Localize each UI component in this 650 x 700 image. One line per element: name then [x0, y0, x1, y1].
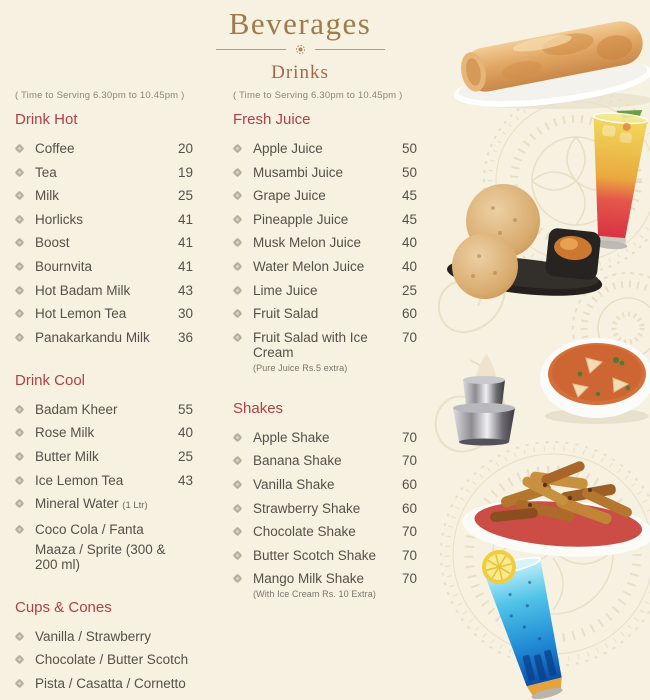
menu-item-price: 36: [177, 329, 193, 345]
menu-item-name: Ice Lemon Tea: [35, 472, 124, 488]
flower-bullet-icon: [15, 451, 25, 461]
menu-item-row: [15, 235, 193, 250]
flower-bullet-icon: [15, 285, 25, 295]
menu-item-price: 70: [401, 429, 417, 445]
menu-item-name: Fruit Salad with Ice Cream: [253, 329, 368, 360]
menu-column-right: [233, 90, 417, 608]
flower-bullet-icon: [15, 678, 25, 688]
menu-item-price: 43: [177, 472, 193, 488]
flower-bullet-icon: [233, 262, 243, 272]
menu-column-left: [15, 90, 193, 700]
menu-item-body: [253, 548, 398, 563]
menu-item-price: 40: [177, 425, 193, 441]
flower-bullet-icon: [15, 631, 25, 641]
menu-item-row: [15, 212, 193, 227]
menu-item-name: Horlicks: [35, 211, 84, 227]
menu-item-body: [253, 571, 398, 599]
menu-item-row: [233, 212, 417, 227]
flower-bullet-icon: [15, 309, 25, 319]
menu-item-body: [253, 259, 398, 274]
blue-mocktail-photo: [465, 545, 600, 700]
menu-item-price: 40: [401, 235, 417, 251]
menu-item-row: [233, 571, 417, 599]
menu-item-body: [35, 141, 174, 156]
flower-bullet-icon: [233, 456, 243, 466]
serving-time-note: ( Time to Serving 6.30pm to 10.45pm ): [15, 90, 185, 101]
menu-item-body: [253, 188, 398, 203]
menu-item-row: [233, 165, 417, 180]
menu-item-name: Fruit Salad: [253, 306, 319, 322]
menu-item-row: [233, 283, 417, 298]
menu-item-price: 70: [401, 329, 417, 345]
menu-item-row: [233, 259, 417, 274]
menu-item-name: Hot Lemon Tea: [35, 306, 127, 322]
menu-item-name: Bournvita: [35, 258, 93, 274]
flower-bullet-icon: [15, 238, 25, 248]
menu-item-row: [15, 449, 193, 464]
menu-item-price: 43: [177, 282, 193, 298]
menu-item-size-note: (1 Ltr): [122, 500, 148, 512]
menu-item-price: 70: [401, 547, 417, 563]
flower-bullet-icon: [233, 503, 243, 513]
menu-item-name: Badam Kheer: [35, 401, 118, 417]
menu-section: [15, 90, 193, 345]
menu-item-price: 25: [401, 282, 417, 298]
section-title: Shakes: [233, 399, 284, 417]
menu-item-name: Musk Melon Juice: [253, 235, 362, 251]
flower-bullet-icon: [15, 404, 25, 414]
menu-item-body: [253, 330, 398, 373]
menu-item-row: [15, 306, 193, 321]
flower-bullet-icon: [15, 144, 25, 154]
menu-item-name: Strawberry Shake: [253, 500, 361, 516]
menu-item-name: Hot Badam Milk: [35, 282, 131, 298]
menu-item-name: Tea: [35, 164, 57, 180]
menu-item-body: [35, 473, 174, 488]
flower-bullet-icon: [233, 285, 243, 295]
menu-item-price: 60: [401, 500, 417, 516]
divider-line-right: [315, 49, 385, 50]
page-title: Beverages: [228, 6, 372, 41]
menu-item-row: [233, 141, 417, 156]
menu-item-body: [253, 524, 398, 539]
menu-item-body: [253, 235, 398, 250]
menu-item-body: [35, 425, 174, 440]
menu-section: [15, 372, 193, 572]
menu-item-name: Banana Shake: [253, 453, 342, 469]
menu-item-body: [253, 501, 398, 516]
menu-item-row: [15, 141, 193, 156]
menu-section: [233, 400, 417, 600]
menu-item-name: Chocolate / Butter Scotch: [35, 652, 189, 668]
menu-item-body: [35, 235, 174, 250]
flower-bullet-icon: [233, 167, 243, 177]
menu-item-price: 41: [177, 258, 193, 274]
flower-bullet-icon: [233, 214, 243, 224]
menu-item-price: 19: [177, 164, 193, 180]
flower-bullet-icon: [233, 144, 243, 154]
menu-item-body: [35, 188, 174, 203]
menu-item-name: Chocolate Shake: [253, 524, 356, 540]
flower-bullet-icon: [15, 524, 25, 534]
flower-bullet-icon: [233, 309, 243, 319]
menu-section: [15, 599, 193, 691]
flower-bullet-icon: [233, 332, 243, 342]
menu-item-body: [253, 212, 398, 227]
menu-item-body: [35, 165, 174, 180]
menu-item-row: [15, 330, 193, 345]
menu-item-row: [15, 522, 193, 572]
menu-item-row: [15, 676, 193, 691]
menu-item-row: [15, 259, 193, 274]
menu-item-body: [253, 165, 398, 180]
menu-item-body: [35, 330, 174, 345]
menu-item-price: 41: [177, 211, 193, 227]
menu-item-body: [35, 212, 174, 227]
menu-item-name-line2: Maaza / Sprite (300 & 200 ml): [35, 541, 166, 572]
menu-item-name: Coco Cola / Fanta: [35, 521, 144, 537]
rosette-ornament-icon: [295, 44, 306, 55]
menu-item-name: Grape Juice: [253, 188, 326, 204]
menu-item-row: [233, 477, 417, 492]
menu-item-name: Butter Milk: [35, 448, 99, 464]
menu-item-row: [15, 473, 193, 488]
menu-item-row: [15, 402, 193, 417]
flower-bullet-icon: [15, 655, 25, 665]
flower-bullet-icon: [233, 527, 243, 537]
menu-item-body: [253, 430, 398, 445]
menu-item-price: 40: [401, 258, 417, 274]
menu-item-row: [15, 283, 193, 298]
menu-item-price: 45: [401, 211, 417, 227]
menu-item-row: [233, 453, 417, 468]
menu-item-name: Butter Scotch Shake: [253, 547, 377, 563]
flower-bullet-icon: [233, 432, 243, 442]
menu-item-price: 70: [401, 453, 417, 469]
menu-item-row: [233, 330, 417, 373]
menu-item-body: [253, 477, 398, 492]
menu-item-row: [233, 501, 417, 516]
flower-bullet-icon: [15, 262, 25, 272]
menu-item-row: [233, 235, 417, 250]
menu-item-price: 60: [401, 306, 417, 322]
menu-item-body: [253, 453, 398, 468]
paneer-curry-bowl-photo: [538, 326, 650, 428]
menu-section: [233, 90, 417, 373]
menu-item-price: 70: [401, 571, 417, 587]
menu-item-body: [35, 629, 189, 644]
flower-bullet-icon: [233, 238, 243, 248]
menu-item-row: [15, 165, 193, 180]
menu-item-body: [35, 259, 174, 274]
menu-item-body: [35, 496, 189, 513]
flower-bullet-icon: [15, 475, 25, 485]
menu-item-name: Coffee: [35, 141, 75, 156]
menu-item-name: Vanilla / Strawberry: [35, 628, 152, 644]
menu-item-price: 41: [177, 235, 193, 251]
menu-item-name: Boost: [35, 235, 70, 251]
menu-item-name: Pista / Casatta / Cornetto: [35, 675, 186, 691]
flower-bullet-icon: [233, 191, 243, 201]
menu-item-price: 50: [401, 164, 417, 180]
menu-item-row: [15, 188, 193, 203]
menu-item-extra-note: (With Ice Cream Rs. 10 Extra): [253, 589, 376, 600]
flower-bullet-icon: [15, 428, 25, 438]
section-title: Cups & Cones: [15, 598, 112, 616]
menu-item-price: 25: [177, 188, 193, 204]
menu-item-price: 30: [177, 306, 193, 322]
menu-item-name: Pineapple Juice: [253, 211, 349, 227]
menu-item-row: [15, 629, 193, 644]
section-title: Drink Hot: [15, 111, 78, 128]
menu-item-extra-note: (Pure Juice Rs.5 extra): [253, 362, 348, 373]
flower-bullet-icon: [15, 167, 25, 177]
menu-item-row: [15, 425, 193, 440]
flower-bullet-icon: [233, 574, 243, 584]
menu-item-body: [35, 652, 189, 667]
menu-item-price: 20: [177, 141, 193, 156]
section-title: Fresh Juice: [233, 111, 311, 128]
flower-bullet-icon: [15, 332, 25, 342]
menu-item-name: Lime Juice: [253, 282, 318, 298]
menu-item-body: [253, 306, 398, 321]
menu-item-name: Water Melon Juice: [253, 258, 365, 274]
menu-item-name: Rose Milk: [35, 425, 95, 441]
menu-item-price: 50: [401, 141, 417, 156]
menu-item-name: Mineral Water (1 Ltr): [35, 496, 148, 512]
menu-item-price: 60: [401, 476, 417, 492]
flower-bullet-icon: [233, 550, 243, 560]
menu-item-body: [253, 283, 398, 298]
menu-item-price: 45: [401, 188, 417, 204]
menu-item-row: [15, 496, 193, 513]
page-subtitle: Drinks: [271, 62, 329, 83]
flower-bullet-icon: [15, 191, 25, 201]
menu-item-row: [233, 524, 417, 539]
menu-item-name: Milk: [35, 188, 59, 204]
menu-item-body: [253, 141, 398, 156]
menu-item-price: 70: [401, 524, 417, 540]
divider-line-left: [216, 49, 286, 50]
menu-item-body: [35, 283, 174, 298]
section-title: Drink Cool: [15, 371, 86, 389]
menu-item-name: Apple Shake: [253, 429, 330, 445]
rolled-dosa-photo: [450, 2, 650, 117]
menu-item-name: Panakarkandu Milk: [35, 329, 150, 345]
flower-bullet-icon: [15, 499, 25, 509]
menu-item-row: [233, 548, 417, 563]
menu-item-price: 55: [177, 401, 193, 417]
menu-item-body: [35, 676, 189, 691]
flower-bullet-icon: [15, 214, 25, 224]
menu-item-body: [35, 306, 174, 321]
serving-time-note: ( Time to Serving 6.30pm to 10.45pm ): [233, 90, 403, 101]
menu-item-body: [35, 522, 189, 572]
steel-tumbler-photo: [445, 352, 523, 447]
flower-bullet-icon: [233, 479, 243, 489]
menu-item-name: Apple Juice: [253, 141, 323, 156]
menu-item-row: [233, 430, 417, 445]
menu-item-price: 25: [177, 448, 193, 464]
menu-item-name: Mango Milk Shake: [253, 571, 365, 587]
menu-item-name: Vanilla Shake: [253, 476, 335, 492]
menu-item-body: [35, 402, 174, 417]
menu-item-name: Musambi Juice: [253, 164, 344, 180]
menu-item-body: [35, 449, 174, 464]
menu-item-row: [233, 306, 417, 321]
menu-item-row: [15, 652, 193, 667]
menu-item-row: [233, 188, 417, 203]
buns-with-chutney-photo: [445, 178, 610, 313]
